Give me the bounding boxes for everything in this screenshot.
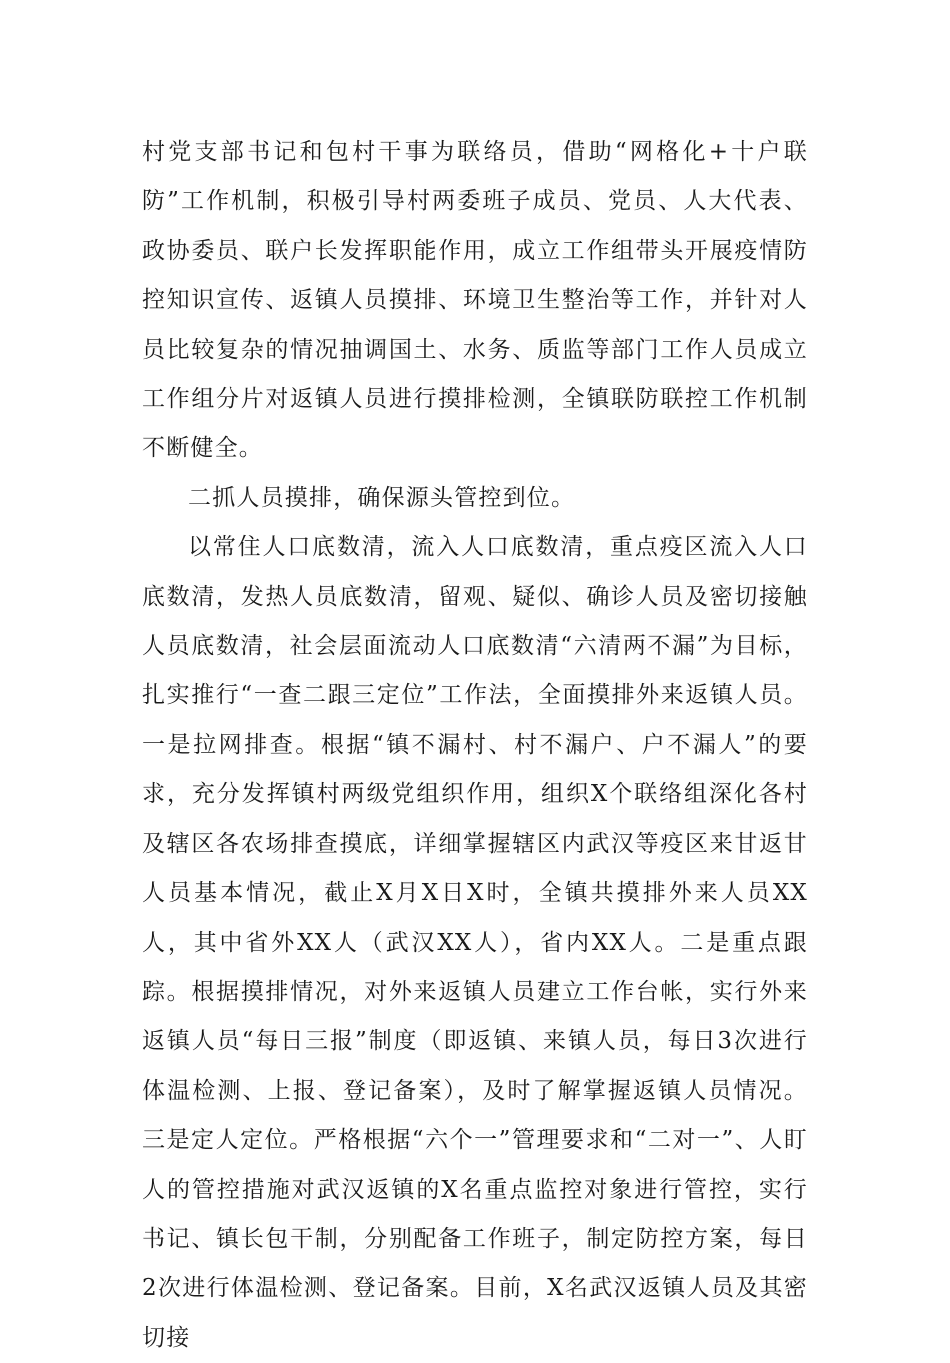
paragraph-1: 村党支部书记和包村干事为联络员，借助“网格化+十户联防”工作机制，积极引导村两委班子成员、党员、人大代表、政协委员、联户长发挥职能作用，成立工作组带头开展疫情防控知识宣传、返镇人员摸排、环境卫生整治等工作，并针对人员比较复杂的情况抽调国土、水务、质监等部门工作人员成立工作组分片对返镇人员进行摸排检测，全镇联防联控工作机制不断健全。 bbox=[142, 139, 808, 462]
document-body bbox=[142, 128, 808, 1363]
paragraph-2-heading: 二抓人员摸排，确保源头管控到位。 bbox=[188, 484, 576, 511]
paragraph-3: 以常住人口底数清，流入人口底数清，重点疫区流入人口底数清，发热人员底数清，留观、疑似、确诊人员及密切接触人员底数清，社会层面流动人口底数清“六清两不漏”为目标，扎实推行“一查二跟三定位”工作法，全面摸排外来返镇人员。一是拉网排查。根据“镇不漏村、村不漏户、户不漏人”的要求，充分发挥镇村两级党组织作用，组织X个联络组深化各村及辖区各农场排查摸底，详细掌握辖区内武汉等疫区来甘返甘人员基本情况，截止X月X日X时，全镇共摸排外来人员XX人，其中省外XX人（武汉XX人），省内XX人。二是重点跟踪。根据摸排情况，对外来返镇人员建立工作台帐，实行外来返镇人员“每日三报”制度（即返镇、来镇人员，每日3次进行体温检测、上报、登记备案），及时了解掌握返镇人员情况。三是定人定位。严格根据“六个一”管理要求和“二对一”、人盯人的管控措施对武汉返镇的X名重点监控对象进行管控，实行书记、镇长包干制，分别配备工作班子，制定防控方案，每日2次进行体温检测、登记备案。目前，X名武汉返镇人员及其密切接 bbox=[142, 534, 808, 1351]
